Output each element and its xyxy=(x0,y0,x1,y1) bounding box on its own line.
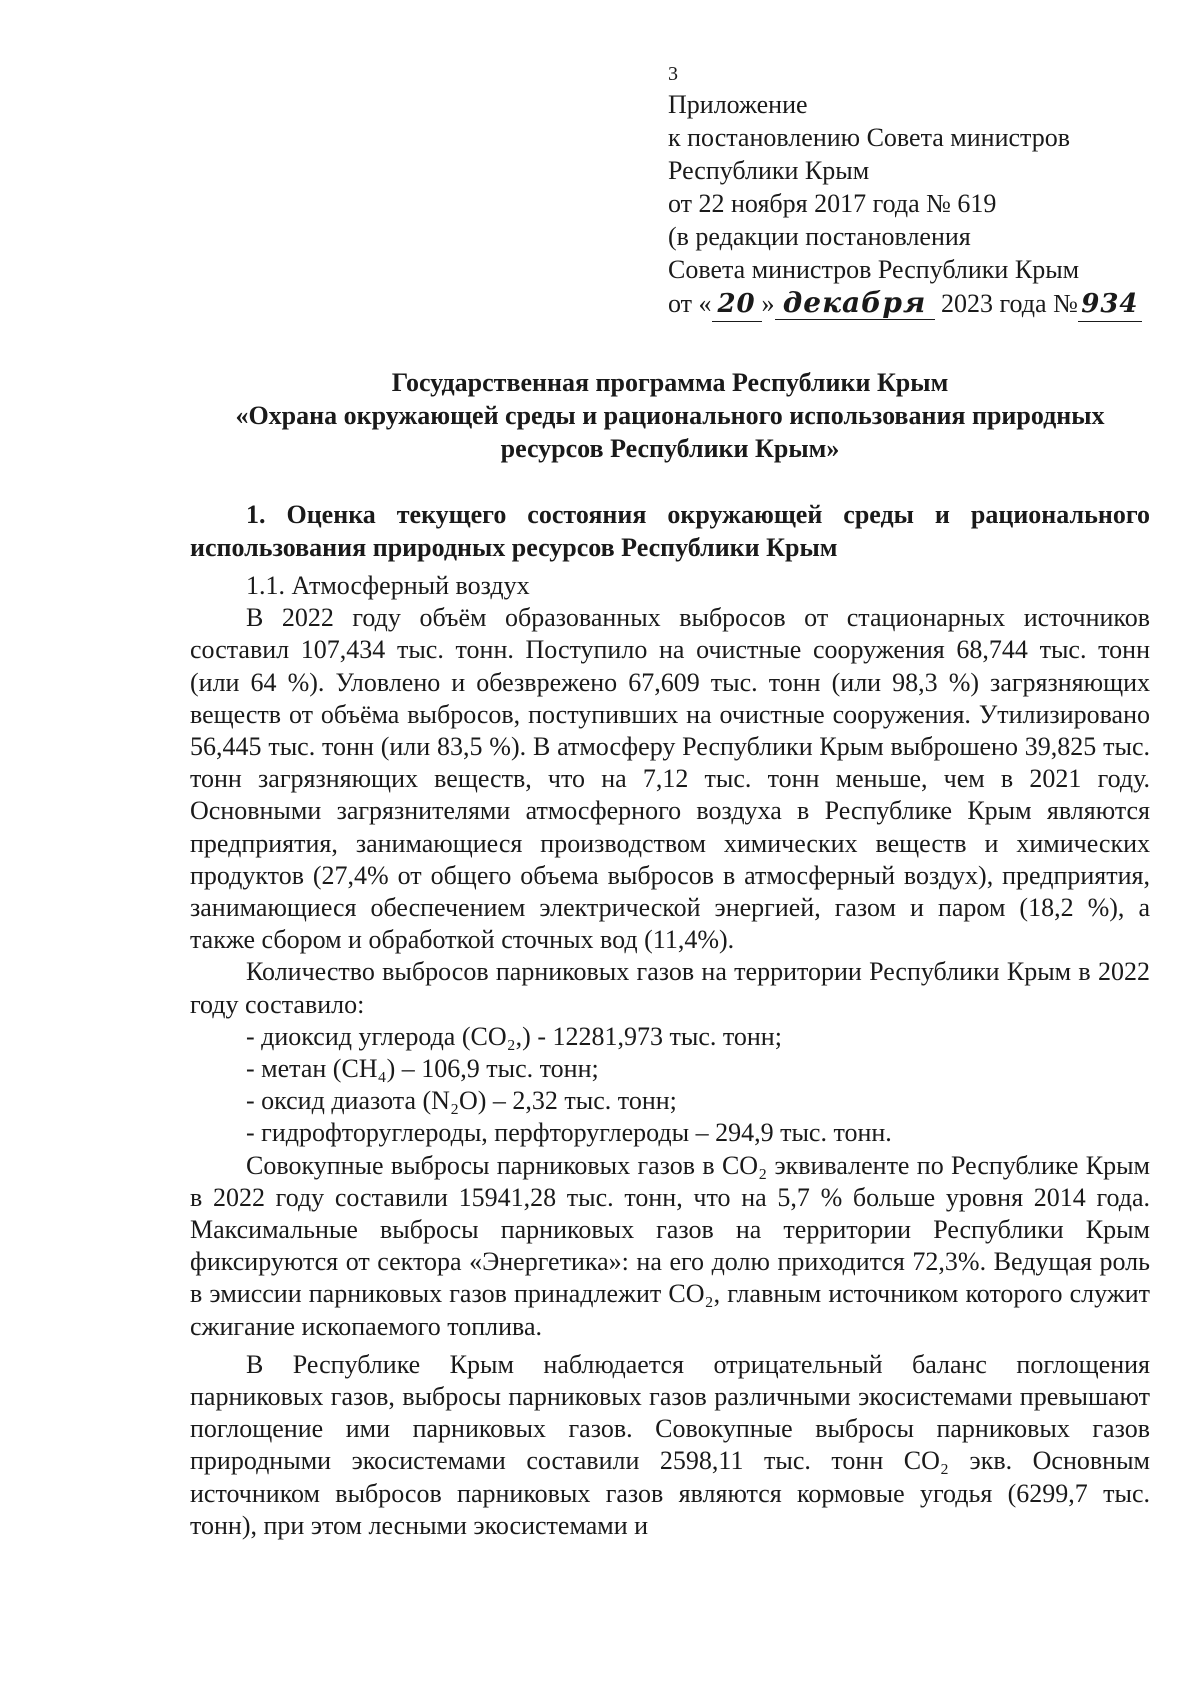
date-prefix: от « xyxy=(668,289,712,318)
appendix-line: от 22 ноября 2017 года № 619 xyxy=(668,189,997,218)
subsection-heading: 1.1. Атмосферный воздух xyxy=(246,571,530,600)
section-heading: 1. Оценка текущего состояния окружающей среды и рационального использования природных ресурсов Республики Крым xyxy=(190,500,1150,562)
list-item: - гидрофторуглероды, перфторуглероды – 294,9 тыс. тонн. xyxy=(246,1118,892,1148)
appendix-line: Совета министров Республики Крым xyxy=(668,255,1080,284)
list-item: - метан (CH₄) – 106,9 тыс. тонн; xyxy=(246,1054,599,1084)
program-title-line1: Государственная программа Республики Крым xyxy=(391,368,949,397)
page-number: 3 xyxy=(668,63,678,85)
program-title-line2: «Охрана окружающей среды и рационального использования природных ресурсов Республики Крым» xyxy=(235,401,1105,463)
handwritten-day: 20 xyxy=(712,288,762,322)
section-body xyxy=(190,570,1150,1542)
paragraph: В Республике Крым наблюдается отрицательный баланс поглощения парниковых газов, выбросы парниковых газов различными экосистемами превышают поглощение ими парниковых газов. Совокупные выбросы парниковых газов природными экосистемами составили 2598,11 тыс. тонн CO₂ экв. Основным источником выбросов парниковых газов являются кормовые угодья (6299,7 тыс. тонн), при этом лесными экосистемами и xyxy=(190,1349,1150,1540)
amendment-date-line xyxy=(668,286,1168,322)
appendix-block xyxy=(668,62,1168,322)
date-year-text: 2023 года № xyxy=(941,289,1078,318)
handwritten-doc-number: 934 xyxy=(1078,288,1142,322)
appendix-line: (в редакции постановления xyxy=(668,222,971,251)
appendix-line: к постановлению Совета министров xyxy=(668,123,1070,152)
list-item: - диоксид углерода (CO₂,) - 12281,973 тыс. тонн; xyxy=(246,1021,782,1051)
program-title xyxy=(190,366,1150,465)
appendix-line: Республики Крым xyxy=(668,156,870,185)
appendix-line: Приложение xyxy=(668,90,808,119)
handwritten-month: декабря xyxy=(775,286,935,320)
date-mid: » xyxy=(761,289,775,318)
paragraph: В 2022 году объём образованных выбросов от стационарных источников составил 107,434 тыс. тонн. Поступило на очистные сооружения 68,744 тыс. тонн (или 64 %). Уловлено и обезврежено 67,609 тыс. тонн (или 98,3 %) загрязняющих веществ от объёма выбросов, поступивших на очистные сооружения. Утилизировано 56,445 тыс. тонн (или 83,5 %). В атмосферу Республики Крым выброшено 39,825 тыс. тонн загрязняющих веществ, что на 7,12 тыс. тонн меньше, чем в 2021 году. Основными загрязнителями атмосферного воздуха в Республике Крым являются предприятия, занимающиеся производством химических веществ и химических продуктов (27,4% от общего объема выбросов в атмосферный воздух), предприятия, занимающиеся обеспечением электрической энергией, газом и паром (18,2 %), а также сбором и обработкой сточных вод (11,4%). xyxy=(190,603,1150,955)
paragraph: Совокупные выбросы парниковых газов в CO₂ эквиваленте по Республике Крым в 2022 году составили 15941,28 тыс. тонн, что на 5,7 % больше уровня 2014 года. Максимальные выбросы парниковых газов на территории Республики Крым фиксируются от сектора «Энергетика»: на его долю приходится 72,3%. Ведущая роль в эмиссии парниковых газов принадлежит CO₂, главным источником которого служит сжигание ископаемого топлива. xyxy=(190,1150,1150,1341)
paragraph: Количество выбросов парниковых газов на территории Республики Крым в 2022 году составило: xyxy=(190,957,1150,1019)
list-item: - оксид диазота (N₂O) – 2,32 тыс. тонн; xyxy=(246,1086,677,1116)
